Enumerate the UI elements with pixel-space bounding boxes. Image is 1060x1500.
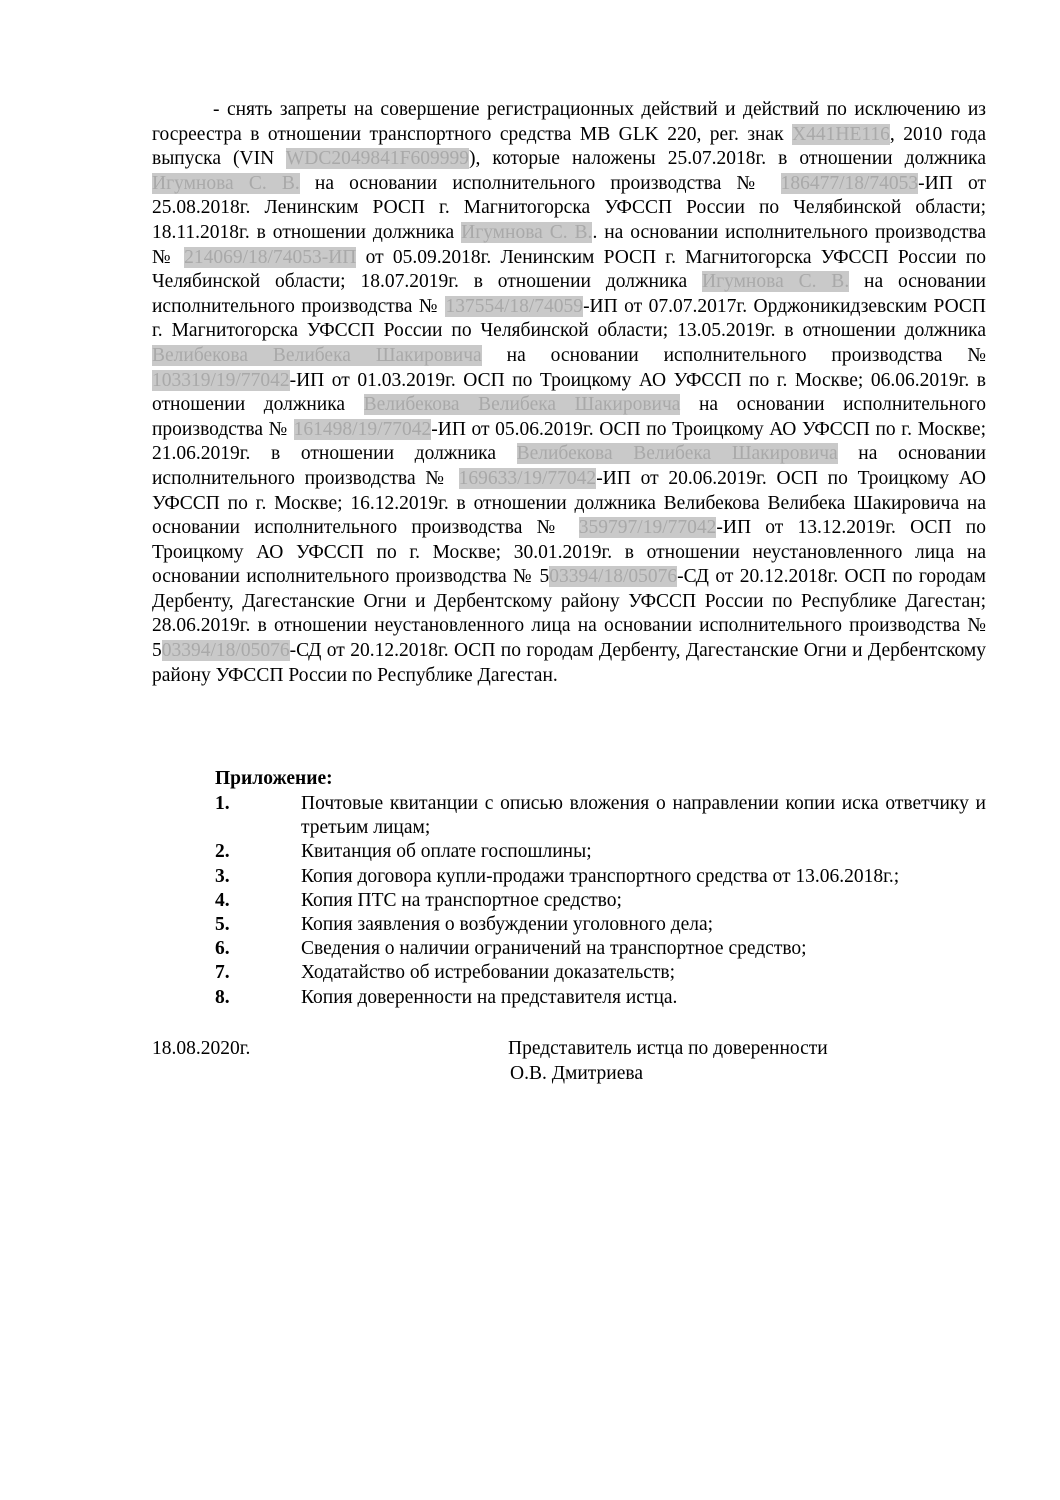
list-item xyxy=(215,865,986,889)
list-item xyxy=(215,840,986,864)
list-item-text: Копия заявления о возбуждении уголовного дела; xyxy=(301,914,714,936)
list-item-text: Ходатайство об истребовании доказательств; xyxy=(301,962,676,984)
list-item xyxy=(215,986,986,1010)
list-item-text: Почтовые квитанции с описью вложения о направлении копии иска ответчику и третьим лицам; xyxy=(301,793,986,839)
redacted-case-number: 03394/18/05076 xyxy=(161,640,290,662)
redacted-debtor-name: Игумнова С. В. xyxy=(461,221,593,243)
list-item-number: 2. xyxy=(215,841,230,863)
signature-date: 18.08.2020г. xyxy=(152,1038,251,1059)
text-segment: , 2010 года выпуска (VIN xyxy=(152,123,986,170)
attachments-list xyxy=(215,792,986,1010)
text-segment: -ИП от 05.06.2019г. ОСП по Троицкому АО УФССП по г. Москве; 21.06.2019г. в отношении должника xyxy=(152,418,986,465)
list-item-number: 1. xyxy=(215,793,230,814)
text-segment: на основании исполнительного производства № xyxy=(299,172,781,194)
redacted-debtor-name: Велибекова Велибека Шакировича xyxy=(363,394,681,416)
redacted-case-number: 03394/18/05076 xyxy=(549,566,678,588)
redacted-debtor-name: Игумнова С. В. xyxy=(152,172,300,194)
text-segment: -ИП от 13.12.2019г. ОСП по Троицкому АО УФССП по г. Москве; 30.01.2019г. в отношении неустановленного лица на основании исполнительного производства № 5 xyxy=(152,517,986,588)
text-segment: ), которые наложены 25.07.2018г. в отношении должника xyxy=(469,148,986,170)
signature-name: О.В. Дмитриева xyxy=(510,1063,643,1084)
text-segment: на основании исполнительного производства № xyxy=(152,394,986,440)
text-segment: -ИП от 20.06.2019г. ОСП по Троицкому АО УФССП по г. Москве; 16.12.2019г. в отношении должника Велибекова Велибека Шакировича на основании исполнительного производства № xyxy=(152,467,986,539)
list-item-number: 6. xyxy=(215,938,230,960)
text-segment: -ИП от 25.08.2018г. Ленинским РОСП г. Магнитогорска УФССП России по Челябинской области; 18.11.2018г. в отношении должника xyxy=(152,172,986,243)
list-item-text: Копия ПТС на транспортное средство; xyxy=(301,889,622,911)
claim-paragraph xyxy=(152,98,986,688)
list-item-number: 4. xyxy=(215,889,230,911)
redacted-plate-number: Х441НЕ116 xyxy=(792,123,890,145)
redacted-case-number: 161498/19/77042 xyxy=(293,418,432,440)
redacted-case-number: 359797/19/77042 xyxy=(578,517,717,539)
redacted-case-number: 186477/18/74053 xyxy=(780,172,919,194)
list-item xyxy=(215,961,986,985)
text-segment: -СД от 20.12.2018г. ОСП по городам Дербенту, Дагестанские Огни и Дербентскому району УФССП России по Республике Дагестан. xyxy=(152,640,986,686)
list-item xyxy=(215,937,986,961)
text-segment: -ИП от 01.03.2019г. ОСП по Троицкому АО УФССП по г. Москве; 06.06.2019г. в отношении должника xyxy=(152,369,986,416)
text-segment: -ИП от 07.07.2017г. Орджоникидзевским РОСП г. Магнитогорска УФССП России по Челябинской области; 13.05.2019г. в отношении должника xyxy=(152,295,987,342)
list-item-number: 7. xyxy=(215,962,230,984)
list-item-text: Копия договора купли-продажи транспортного средства от 13.06.2018г.; xyxy=(301,865,900,887)
text-segment: . на основании исполнительного производства № xyxy=(152,221,986,268)
redacted-debtor-name: Велибекова Велибека Шакировича xyxy=(152,344,482,366)
redacted-case-number: 214069/18/74053-ИП xyxy=(184,246,357,268)
redacted-vin: WDC2049841F609999 xyxy=(285,148,469,170)
text-segment: от 05.09.2018г. Ленинским РОСП г. Магнитогорска УФССП России по Челябинской области; 18.07.2019г. в отношении должника xyxy=(152,246,986,293)
list-item xyxy=(215,889,986,913)
redacted-debtor-name: Игумнова С. В. xyxy=(702,271,850,293)
list-item-number: 8. xyxy=(215,986,230,1008)
text-segment: - снять запреты на совершение регистрационных действий и действий по исключению из госреестра в отношении транспортного средства МВ GLK 220, рег. знак xyxy=(152,99,986,145)
text-segment: на основании исполнительного производства № xyxy=(152,443,986,489)
list-item-text: Копия доверенности на представителя истца. xyxy=(301,986,678,1008)
text-segment: на основании исполнительного производства № xyxy=(152,271,986,317)
text-segment: -СД от 20.12.2018г. ОСП по городам Дербенту, Дагестанские Огни и Дербентскому району УФССП России по Республике Дагестан; 28.06.2019г. в отношении неустановленного лица на основании исполнительного производства № 5 xyxy=(152,566,986,662)
redacted-case-number: 169633/19/77042 xyxy=(458,467,597,489)
list-item-number: 5. xyxy=(215,914,230,936)
list-item xyxy=(215,792,986,840)
list-item-text: Сведения о наличии ограничений на транспортное средство; xyxy=(301,938,807,960)
list-item xyxy=(215,913,986,937)
redacted-case-number: 137554/18/74059 xyxy=(445,295,584,317)
list-item-text: Квитанция об оплате госпошлины; xyxy=(301,841,592,863)
redacted-debtor-name: Велибекова Велибека Шакировича xyxy=(516,443,838,465)
attachments-title: Приложение: xyxy=(215,768,333,789)
signature-role: Представитель истца по доверенности xyxy=(508,1038,828,1059)
text-segment: на основании исполнительного производства № xyxy=(481,344,987,366)
redacted-case-number: 103319/19/77042 xyxy=(152,369,290,391)
list-item-number: 3. xyxy=(215,865,230,887)
